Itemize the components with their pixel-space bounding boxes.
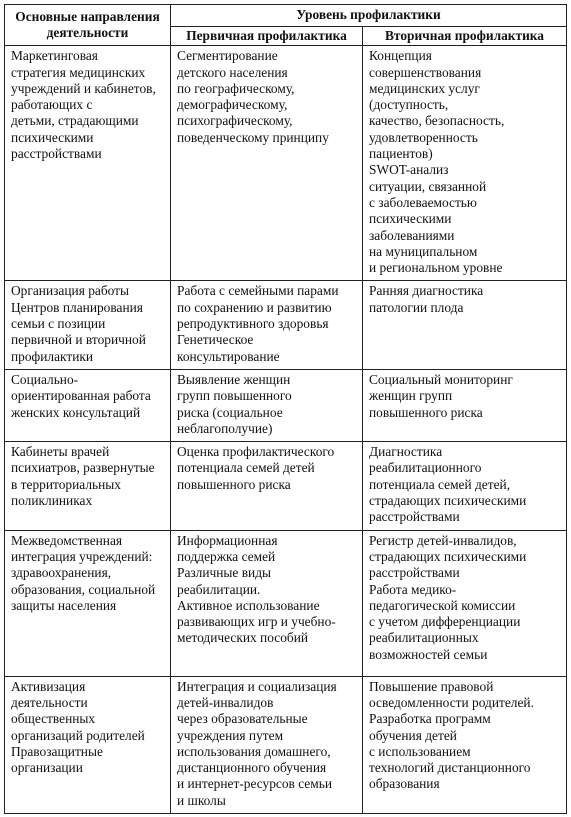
cell-line: Ранняя диагностика [369,283,484,299]
primary-prevention-cell [171,442,363,530]
cell-line: SWOT-анализ [369,162,449,178]
direction-cell [5,281,171,369]
cell-line: Разработка программ [369,711,491,727]
cell-line: реабилитации. [177,581,261,597]
direction-cell [5,369,171,441]
cell-line: Межведомственная [11,532,123,548]
cell-line: заболеваниями [369,227,455,243]
direction-cell [5,442,171,530]
cell-line: реабилитационного [369,460,482,476]
cell-line: Интеграция и социализация [177,678,337,694]
cell-line: Активное использование [177,597,320,613]
cell-line: психографическому, [177,113,293,129]
cell-line: страдающих психическими [369,548,527,564]
cell-line: стратегия медицинских [11,64,146,80]
direction-cell [5,46,171,281]
cell-line: Социальный мониторинг [369,371,513,387]
cell-line: психиатров, развернутые [11,460,155,476]
table-row [5,676,567,813]
cell-line: Диагностика [369,444,443,460]
cell-line: работающих с [11,97,93,113]
cell-line: групп повышенного [177,388,292,404]
header-directions: Основные направления деятельности [5,5,171,46]
cell-line: интеграция учреждений: [11,548,153,564]
cell-line: качество, безопасность, [369,113,505,129]
cell-line: Повышение правовой [369,678,494,694]
cell-line: расстройствами [11,146,102,162]
cell-line: Активизация [11,678,86,694]
cell-line: пациентов) [369,146,433,162]
cell-line: через образовательные [177,711,308,727]
primary-prevention-cell [171,676,363,813]
cell-line: Выявление женщин [177,371,291,387]
cell-line: деятельности [11,694,88,710]
cell-line: по географическому, [177,80,295,96]
table-row [5,442,567,530]
cell-line: психическими [11,129,94,145]
cell-line: Работа медико- [369,581,457,597]
cell-line: женщин групп [369,388,453,404]
cell-line: женских консультаций [11,404,141,420]
cell-line: потенциала семей детей, [369,476,511,492]
cell-line: медицинских услуг [369,80,480,96]
cell-line: в территориальных [11,476,121,492]
table-row [5,369,567,441]
cell-line: репродуктивного здоровья [177,316,329,332]
cell-line: психическими [369,211,452,227]
cell-line: Генетическое [177,332,254,348]
cell-line: технологий дистанционного [369,760,531,776]
cell-line: Правозащитные [11,743,103,759]
cell-line: ориентированная работа [11,388,151,404]
secondary-prevention-cell [363,676,567,813]
cell-line: Регистр детей-инвалидов, [369,532,517,548]
cell-line: Концепция [369,48,432,64]
cell-line: поддержка семей [177,548,276,564]
cell-line: организаций родителей [11,727,145,743]
cell-line: педагогической комиссии [369,597,516,613]
cell-line: учреждений и кабинетов, [11,80,156,96]
direction-cell [5,530,171,676]
cell-line: использования домашнего, [177,743,331,759]
cell-line: развивающих игр и учебно- [177,614,336,630]
header-primary-prevention: Первичная профилактика [171,27,363,46]
cell-line: поведенческому принципу [177,129,329,145]
cell-line: детьми, страдающими [11,113,139,129]
direction-cell [5,676,171,813]
cell-line: возможностей семьи [369,646,488,662]
cell-line: Центров планирования [11,299,143,315]
prevention-table [4,4,567,814]
header-secondary-prevention: Вторичная профилактика [363,27,567,46]
secondary-prevention-cell [363,442,567,530]
cell-line: ситуации, связанной [369,178,487,194]
cell-line: на муниципальном [369,243,478,259]
cell-line: учреждения путем [177,727,284,743]
cell-line: с учетом дифференциации [369,614,521,630]
cell-line: потенциала семей детей [177,460,315,476]
cell-line: Работа с семейными парами [177,283,339,299]
cell-line: и интернет-ресурсов семьи [177,776,332,792]
cell-line: Социально- [11,371,79,387]
cell-line: повышенного риска [369,404,483,420]
primary-prevention-cell [171,281,363,369]
cell-line: по сохранению и развитию [177,299,332,315]
cell-line: Кабинеты врачей [11,444,110,460]
cell-line: Оценка профилактического [177,444,335,460]
cell-line: консультирование [177,348,280,364]
cell-line: реабилитационных [369,630,479,646]
cell-line: обучения детей [369,727,457,743]
cell-line: демографическому, [177,97,288,113]
primary-prevention-cell [171,530,363,676]
cell-line: осведомленности родителей. [369,694,534,710]
cell-line: защиты населения [11,597,117,613]
header-prevention-level: Уровень профилактики [171,5,567,27]
cell-line: семьи с позиции [11,316,106,332]
cell-line: Различные виды [177,565,272,581]
secondary-prevention-cell [363,46,567,281]
table-row [5,530,567,676]
cell-line: патологии плода [369,299,464,315]
cell-line: Организация работы [11,283,130,299]
cell-line: методических пособий [177,630,309,646]
cell-line: дистанционного обучения [177,760,327,776]
cell-line: неблагополучие) [177,420,273,436]
cell-line: с заболеваемостью [369,194,477,210]
cell-line: повышенного риска [177,476,291,492]
secondary-prevention-cell [363,369,567,441]
cell-line: с использованием [369,743,471,759]
cell-line: расстройствами [369,509,460,525]
cell-line: Информационная [177,532,278,548]
table-row [5,281,567,369]
cell-line: поликлиниках [11,493,93,509]
cell-line: совершенствования [369,64,482,80]
cell-line: расстройствами [369,565,460,581]
cell-line: Сегментирование [177,48,278,64]
primary-prevention-cell [171,369,363,441]
cell-line: Маркетинговая [11,48,98,64]
cell-line: общественных [11,711,96,727]
primary-prevention-cell [171,46,363,281]
cell-line: профилактики [11,348,94,364]
table-row [5,46,567,281]
cell-line: образования, социальной [11,581,156,597]
cell-line: и региональном уровне [369,260,503,276]
cell-line: организации [11,760,83,776]
cell-line: риска (социальное [177,404,283,420]
cell-line: здравоохранения, [11,565,112,581]
cell-line: удовлетворенность [369,129,478,145]
cell-line: детей-инвалидов [177,694,274,710]
secondary-prevention-cell [363,530,567,676]
secondary-prevention-cell [363,281,567,369]
cell-line: детского населения [177,64,288,80]
cell-line: образования [369,776,440,792]
cell-line: и школы [177,792,226,808]
cell-line: первичной и вторичной [11,332,146,348]
cell-line: (доступность, [369,97,449,113]
cell-line: страдающих психическими [369,493,527,509]
